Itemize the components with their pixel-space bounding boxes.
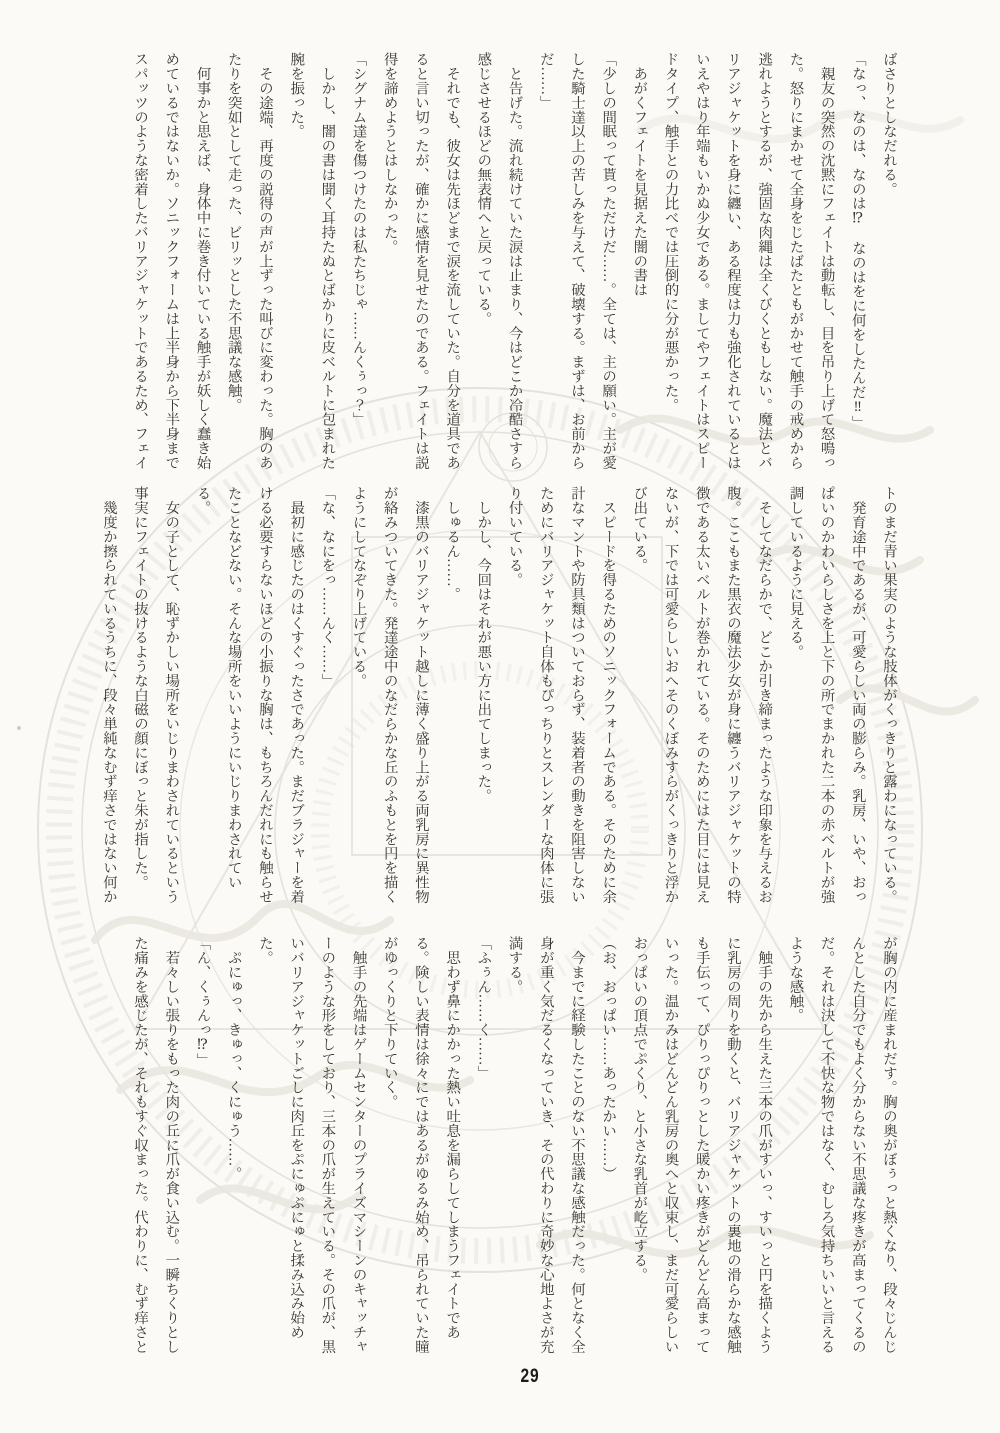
- paragraph: 「な、なにをっ……んく……」: [319, 486, 336, 688]
- paragraph: 「ん、くぅんっ⁉」: [194, 936, 211, 1068]
- paragraph: 「シグナム達を傷つけたのは私たちじゃ……んくぅっ？」: [350, 52, 367, 427]
- paragraph: ばさりとしなだれる。: [881, 52, 897, 196]
- text-band-bottom: [124, 936, 904, 1356]
- paragraph: と告げた。流れ続けていた涙は止まり、今はどこか冷酷さすら感じさせるほどの無表情へと戻っている。: [475, 52, 523, 470]
- paragraph: トのまだ青い果実のような肢体がくっきりと露わになっている。: [881, 486, 897, 904]
- text-band-middle: [93, 486, 904, 906]
- paragraph: が胸の内に産まれだす。胸の奥がぼぅっと熱くなり、段々じんじんとした自分でもよく分からない不思議な疼きが高まってくるのだ。それは決して不快な物ではなく、むしろ気持ちいいと言えるような感触。: [787, 936, 897, 1354]
- paragraph: 漆黒のバリアジャケット越しに薄く盛り上がる両乳房に異性物が絡みついてきた。発達途中のなだらかな丘のふもとを円を描くようにしてなぞり上げている。: [350, 486, 429, 904]
- paragraph: 「少しの間眠って貰っただけだ……。全ては、主の願い。主が愛した騎士達以上の苦しみを与えて、破壊する。まずは、お前からだ……」: [537, 52, 617, 470]
- paragraph: それでも、彼女は先ほどまで涙を流していた。自分を道具であると言い切ったが、確かに感情を見せたのである。フェイトは説得を諦めようとはしなかった。: [381, 52, 461, 470]
- paragraph: 若々しい張りをもった肉の丘に爪が食い込む。一瞬ちくりとした痛みを感じたが、それもすぐ収まった。代わりに、むず痒さと: [132, 936, 180, 1354]
- paragraph: そしてなだらかで、どこか引き締まったような印象を与えるお腹。ここもまた黒衣の魔法少女が身に纏うバリアジャケットの特徴である太いベルトが巻かれている。そのためにはた目には見えないが、下では可愛らしいおへそのくぼみすらがくっきりと浮かび出ている。: [631, 486, 773, 904]
- paragraph: しゅるん……。: [444, 486, 461, 602]
- paragraph: 「ふぅん……く……」: [475, 936, 492, 1080]
- paragraph: ぷにゅっ、きゅっ、くにゅう……。: [225, 936, 242, 1181]
- paragraph: 発育途中であるが、可愛らしい両の膨らみ。乳房、いや、おっぱいのかわいらしさを上と下の所でまかれた二本の赤ベルトが強調しているように見える。: [787, 486, 866, 904]
- paragraph: しかし、闇の書は聞く耳持たぬとばかりに皮ベルトに包まれた腕を振った。: [288, 52, 336, 470]
- paragraph: （お、おっぱい……あったかい……）: [600, 936, 617, 1181]
- text-band-top: [124, 52, 904, 472]
- paragraph: スピードを得るためのソニックフォームである。そのために余計なマントや防具類はついておらず、装着者の動きを阻害しないためにバリアジャケット自体もぴっちりとスレンダーな肉体に張り付いている。: [506, 486, 617, 904]
- paragraph: 幾度か擦られているうちに、段々単純なむず痒さではない何か: [100, 486, 117, 904]
- page-number: 29: [520, 1366, 540, 1387]
- paragraph: しかし、今回はそれが悪い方に出てしまった。: [475, 486, 492, 803]
- paragraph: 思わず鼻にかかった熱い吐息を漏らしてしまうフェイトである。険しい表情は徐々にではあるがゆるみ始め、吊られていた瞳がゆっくりと下りていく。: [381, 936, 461, 1354]
- scan-speck: [17, 726, 21, 730]
- paragraph: 何事かと思えば、身体中に巻き付いている触手が妖しく蠢き始めているではないか。ソニックフォームは上半身から下半身までスパッツのような密着したバリアジャケットであるため、フェイ: [132, 52, 211, 470]
- paragraph: 今までに経験したことのない不思議な感触だった。何となく全身が重く気だるくなっていき、その代わりに奇妙な心地よさが充満する。: [506, 936, 585, 1354]
- paragraph: 最初に感じたのはくすぐったさであった。まだブラジャーを着ける必要すらないほどの小振りな胸は、もちろんだれにも触らせたことなどない。そんな場所をいいようにいじりまわされている。: [194, 486, 305, 904]
- paragraph: 触手の先端はゲームセンターのプライズマシーンのキャッチャーのような形をしており、三本の爪が生えている。その爪が、黒いバリアジャケットごしに肉丘をぷにゅぷにゅと揉み込み始めた。: [256, 936, 367, 1354]
- paragraph: あがくフェイトを見据えた闇の書は: [631, 52, 648, 297]
- paragraph: その途端、再度の説得の声が上ずった叫びに変わった。胸のあたりを突如として走った、ビリッとした不思議な感触。: [225, 52, 273, 470]
- paragraph: 触手の先から生えた三本の爪がすいっ、すいっと円を描くように乳房の周りを動くと、バリアジャケットの裏地の滑らかな感触も手伝って、ぴりっぴりっとした暖かい疼きがどんどん高まっていった。温かみはどんどん乳房の奥へと収束し、まだ可愛らしいおっぱいの頂点でぷくり、と小さな乳首が屹立する。: [631, 936, 773, 1354]
- paragraph: 親友の突然の沈黙にフェイトは動転し、目を吊り上げて怒鳴った。怒りにまかせて全身をじたばたともがかせて触手の戒めから逃れようとするが、強固な肉縄は全くびくともしない。魔法とバリアジャケットを身に纏い、ある程度は力も強化されているとはいえやはり年端もいかぬ少女である。ましてやフェイトはスピードタイプ、触手との力比べでは圧倒的に分が悪かった。: [662, 52, 835, 470]
- paragraph: 「なっ、なのは、なのは⁉ なのはをに何をしたんだ‼」: [849, 52, 866, 430]
- paragraph: 女の子として、恥ずかしい場所をいじりまわされているという事実にフェイトの抜けるような白磁の顔にぼっと朱が指した。: [132, 486, 180, 904]
